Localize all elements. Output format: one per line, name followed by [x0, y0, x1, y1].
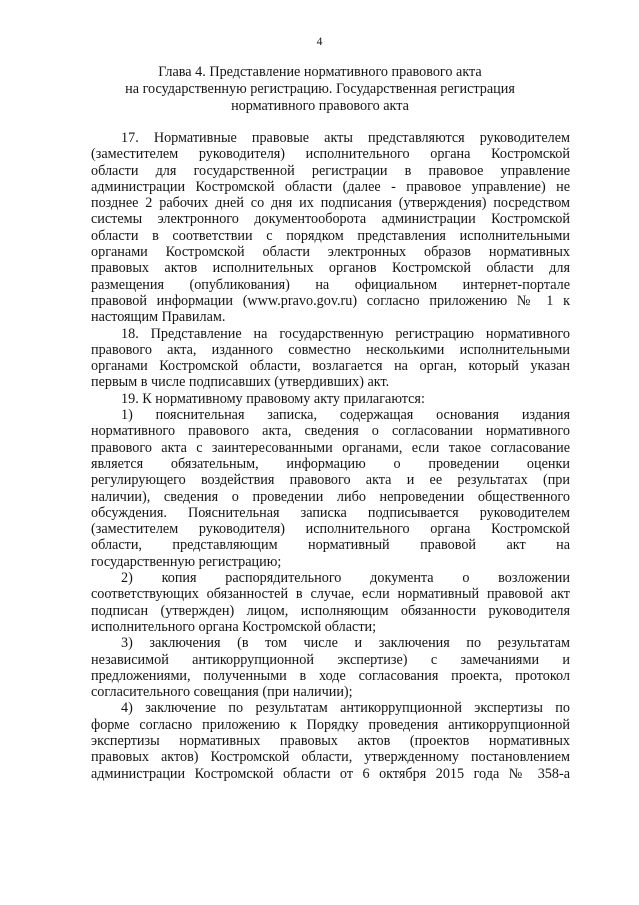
- paragraph: [91, 635, 570, 700]
- paragraph-line: органами Костромской области, возлагается на орган, который указан: [91, 358, 570, 375]
- paragraph-line: позднее 2 рабочих дней со дня их подписания (утверждения) посредством: [91, 195, 570, 212]
- page-number: 4: [316, 36, 323, 48]
- heading-line: на государственную регистрацию. Государственная регистрация: [125, 80, 515, 97]
- paragraph-line: соответствующих обязанностей в случае, если нормативный правовой акт: [91, 586, 570, 603]
- paragraph-line: администрации Костромской области (далее - правовое управление) не: [91, 178, 570, 195]
- paragraph-line: исполнительного органа Костромской области;: [91, 618, 377, 635]
- paragraph-line: первым в числе подписавших (утвердивших) акт.: [91, 374, 390, 391]
- paragraph-line: 18. Представление на государственную регистрацию нормативного: [121, 325, 570, 342]
- paragraph-line: 4) заключение по результатам антикоррупционной экспертизы по: [121, 700, 570, 717]
- paragraph: [91, 700, 570, 781]
- paragraph-line: правовых актов) Костромской области, утвержденному постановлением: [91, 749, 570, 766]
- heading-line: Глава 4. Представление нормативного правового акта: [158, 64, 482, 80]
- paragraph-line: государственную регистрацию;: [91, 553, 282, 570]
- paragraph-line: правового акта, изданного совместно несколькими исполнительными: [91, 341, 570, 358]
- paragraph: [91, 130, 570, 326]
- paragraph-line: 2) копия распорядительного документа о возложении: [121, 570, 570, 587]
- paragraph-line: 3) заключения (в том числе и заключения по результатам: [121, 635, 570, 652]
- paragraph-line: предложениями, полученными в ходе согласования проекта, протокол: [91, 667, 570, 684]
- paragraph-line: области, представляющим нормативный правовой акт на: [91, 537, 570, 554]
- paragraph-line: 19. К нормативному правовому акту прилагаются:: [121, 390, 425, 407]
- document-body: [91, 130, 570, 782]
- paragraph-line: 17. Нормативные правовые акты представляются руководителем: [121, 130, 570, 146]
- paragraph-line: органами Костромской области электронных образов нормативных: [91, 244, 570, 261]
- paragraph-line: области для государственной регистрации в правовое управление: [91, 162, 570, 179]
- paragraph-line: настоящим Правилам.: [91, 309, 226, 326]
- paragraph-line: правовой информации (www.pravo.gov.ru) согласно приложению № 1 к: [91, 292, 570, 309]
- paragraph-line: размещения (опубликования) на официальном интернет-портале: [91, 276, 570, 293]
- paragraph-line: независимой антикоррупционной экспертизе) с замечаниями и: [91, 651, 570, 668]
- paragraph-line: является обязательным, информацию о проведении оценки: [91, 455, 570, 472]
- paragraph-line: правовых актов исполнительных органов Костромской области для: [91, 260, 570, 277]
- chapter-heading: [90, 64, 550, 114]
- paragraph: [91, 326, 570, 391]
- paragraph-line: нормативного правового акта, сведения о согласовании нормативного: [91, 423, 570, 440]
- paragraph-line: наличии), сведения о проведении либо непроведении общественного: [91, 488, 570, 505]
- paragraph-line: (заместителем руководителя) исполнительного органа Костромской: [91, 521, 570, 538]
- paragraph-line: экспертизы нормативных правовых актов (проектов нормативных: [91, 732, 570, 749]
- paragraph-line: обсуждения. Пояснительная записка подписывается руководителем: [91, 504, 570, 521]
- paragraph-line: согласительного совещания (при наличии);: [91, 684, 353, 701]
- paragraph-line: системы электронного документооборота администрации Костромской: [91, 211, 570, 228]
- paragraph-line: правового акта с заинтересованными органами, если такое согласование: [91, 439, 570, 456]
- paragraph: [91, 570, 570, 635]
- paragraph-line: подписан (утвержден) лицом, исполняющим обязанности руководителя: [91, 602, 570, 619]
- paragraph-line: области в соответствии с порядком представления исполнительными: [91, 227, 570, 244]
- paragraph: [91, 391, 570, 407]
- paragraph-line: форме согласно приложению к Порядку проведения антикоррупционной: [91, 716, 570, 733]
- paragraph-line: (заместителем руководителя) исполнительного органа Костромской: [91, 146, 570, 163]
- paragraph-line: администрации Костромской области от 6 октября 2015 года № 358-а: [91, 765, 570, 782]
- paragraph-line: регулирующего воздействия правового акта и ее результатах (при: [91, 472, 570, 489]
- paragraph: [91, 407, 570, 570]
- heading-line: нормативного правового акта: [231, 97, 409, 114]
- paragraph-line: 1) пояснительная записка, содержащая основания издания: [121, 407, 570, 424]
